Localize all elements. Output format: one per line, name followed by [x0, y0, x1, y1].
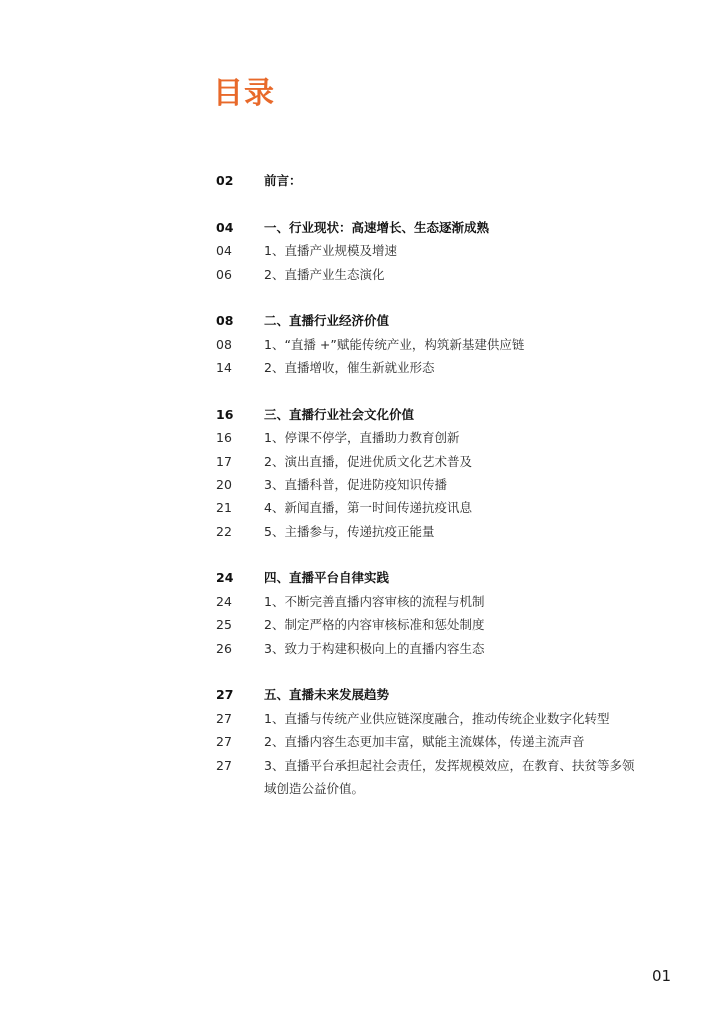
toc-page-number: 25 — [216, 617, 232, 632]
page-number: 01 — [652, 967, 672, 985]
page-title: 目录 — [213, 76, 275, 111]
toc-entry-label: 3、致力于构建积极向上的直播内容生态 — [264, 641, 485, 656]
toc-entry-label: 4、新闻直播，第一时间传递抗疫讯息 — [264, 500, 472, 515]
toc-section-5[interactable] — [0, 685, 722, 705]
toc-entry-label: 2、直播内容生态更加丰富，赋能主流媒体，传递主流声音 — [264, 734, 585, 749]
toc-page-number: 24 — [216, 570, 234, 585]
toc-page-number: 16 — [216, 430, 232, 445]
toc-entry-label: 域创造公益价值。 — [264, 781, 365, 796]
toc-page-number: 02 — [216, 173, 234, 188]
toc-page-number: 06 — [216, 267, 232, 282]
toc-entry-label: 1、直播产业规模及增速 — [264, 243, 397, 258]
toc-page-number: 27 — [216, 734, 232, 749]
toc-page-number: 21 — [216, 500, 232, 515]
toc-entry-2-1[interactable] — [0, 335, 722, 355]
toc-entry-label: 一、行业现状：高速增长、生态逐渐成熟 — [264, 220, 490, 235]
toc-entry-label: 5、主播参与，传递抗疫正能量 — [264, 524, 435, 539]
toc-section-1[interactable] — [0, 218, 722, 238]
toc-entry-5-3-continued — [0, 779, 722, 799]
toc-page-number: 27 — [216, 687, 234, 702]
toc-entry-1-2[interactable] — [0, 265, 722, 285]
toc-entry-3-1[interactable] — [0, 428, 722, 448]
toc-page-number: 24 — [216, 594, 232, 609]
toc-entry-label: 2、制定严格的内容审核标准和惩处制度 — [264, 617, 485, 632]
toc-entry-1-1[interactable] — [0, 241, 722, 261]
toc-entry-label: 三、直播行业社会文化价值 — [264, 407, 415, 422]
toc-entry-4-1[interactable] — [0, 592, 722, 612]
toc-entry-label: 2、直播增收，催生新就业形态 — [264, 360, 435, 375]
toc-entry-label: 五、直播未来发展趋势 — [264, 687, 390, 702]
toc-entry-3-5[interactable] — [0, 522, 722, 542]
toc-entry-5-3[interactable] — [0, 756, 722, 776]
toc-entry-4-3[interactable] — [0, 639, 722, 659]
toc-entry-label: 3、直播平台承担起社会责任，发挥规模效应，在教育、扶贫等多领 — [264, 758, 635, 773]
toc-page-number: 20 — [216, 477, 232, 492]
toc-page-number: 27 — [216, 758, 232, 773]
toc-entry-label: 2、演出直播，促进优质文化艺术普及 — [264, 454, 472, 469]
toc-entry-label: 1、“直播 +”赋能传统产业，构筑新基建供应链 — [264, 337, 525, 352]
toc-entry-label: 四、直播平台自律实践 — [264, 570, 390, 585]
toc-page-number: 04 — [216, 220, 234, 235]
toc-entry-5-2[interactable] — [0, 732, 722, 752]
toc-page-number: 22 — [216, 524, 232, 539]
toc-page-number: 08 — [216, 313, 234, 328]
toc-page-number: 26 — [216, 641, 232, 656]
toc-entry-3-3[interactable] — [0, 475, 722, 495]
toc-entry-5-1[interactable] — [0, 709, 722, 729]
toc-page-number: 27 — [216, 711, 232, 726]
toc-entry-3-2[interactable] — [0, 452, 722, 472]
toc-entry-label: 3、直播科普，促进防疫知识传播 — [264, 477, 447, 492]
toc-page-number: 08 — [216, 337, 232, 352]
toc-entry-2-2[interactable] — [0, 358, 722, 378]
toc-page-number: 16 — [216, 407, 234, 422]
toc-entry-3-4[interactable] — [0, 498, 722, 518]
toc-page-number: 04 — [216, 243, 232, 258]
toc-entry-label: 1、不断完善直播内容审核的流程与机制 — [264, 594, 485, 609]
toc-entry-label: 前言： — [264, 173, 302, 188]
toc-section-3[interactable] — [0, 405, 722, 425]
toc-entry-label: 1、停课不停学，直播助力教育创新 — [264, 430, 460, 445]
toc-entry-label: 1、直播与传统产业供应链深度融合，推动传统企业数字化转型 — [264, 711, 610, 726]
toc-page-number: 17 — [216, 454, 232, 469]
toc-section-2[interactable] — [0, 311, 722, 331]
toc-page-number: 14 — [216, 360, 232, 375]
toc-entry-4-2[interactable] — [0, 615, 722, 635]
toc-entry-label: 2、直播产业生态演化 — [264, 267, 385, 282]
toc-entry-preface[interactable] — [0, 171, 722, 191]
toc-section-4[interactable] — [0, 568, 722, 588]
toc-entry-label: 二、直播行业经济价值 — [264, 313, 390, 328]
